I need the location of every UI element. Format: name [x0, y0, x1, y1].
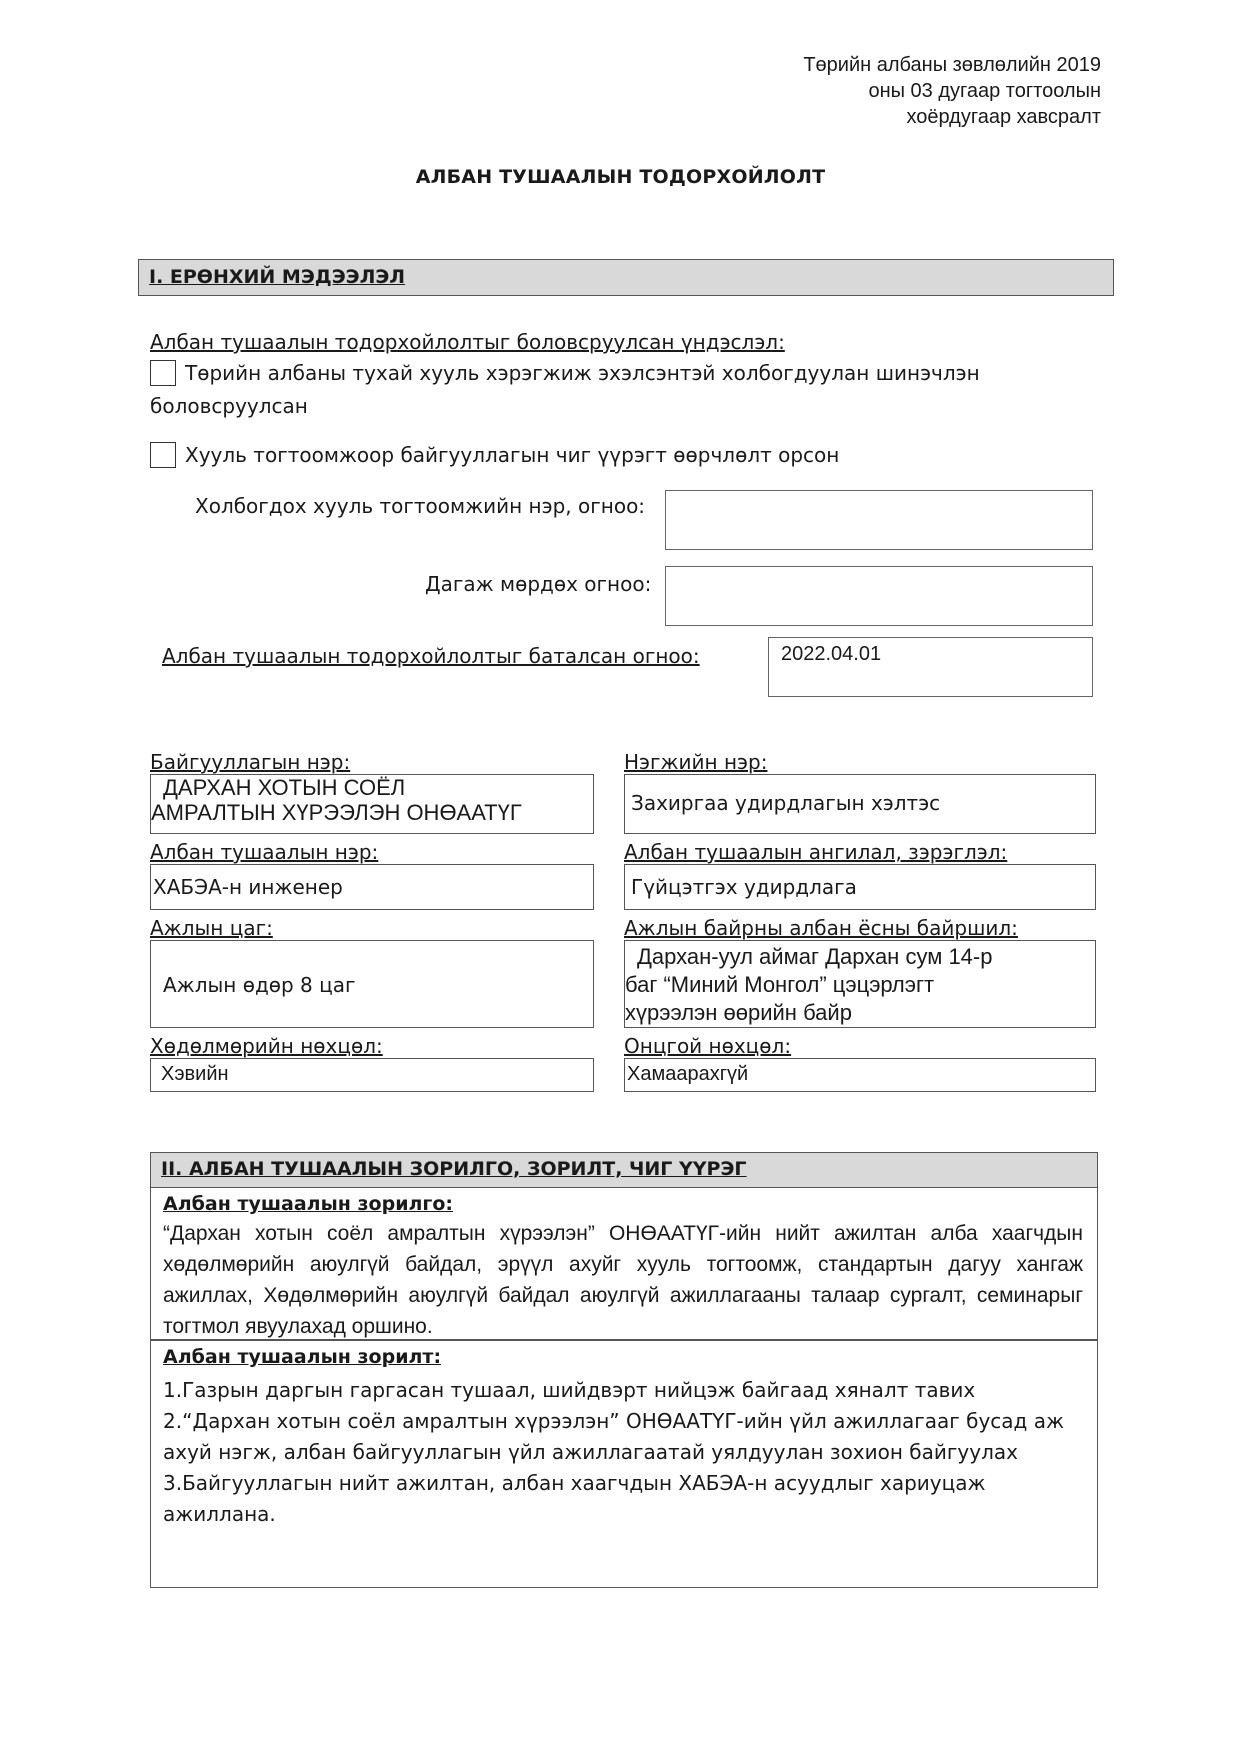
position-name-label: Албан тушаалын нэр:	[150, 840, 379, 864]
position-class-label: Албан тушаалын ангилал, зэрэглэл:	[624, 840, 1008, 864]
objective-3: 3.Байгууллагын нийт ажилтан, албан хаагчдын ХАБЭА-н асуудлыг хариуцаж ажиллана.	[163, 1471, 986, 1526]
work-location-label: Ажлын байрны албан ёсны байршил:	[624, 916, 1018, 940]
document-title: АЛБАН ТУШААЛЫН ТОДОРХОЙЛОЛТ	[415, 166, 826, 188]
position-class-field[interactable]: Гүйцэтгэх удирдлага	[624, 864, 1096, 910]
objectives-label: Албан тушаалын зорилт:	[163, 1346, 442, 1368]
working-hours-field[interactable]: Ажлын өдөр 8 цаг	[150, 940, 594, 1028]
law-field[interactable]	[665, 490, 1093, 550]
annex-line-1: Төрийн албаны зөвлөлийн 2019	[803, 54, 1101, 76]
position-name-field[interactable]: ХАБЭА-н инженер	[150, 864, 594, 910]
section-1-heading: I. ЕРӨНХИЙ МЭДЭЭЛЭЛ	[138, 259, 1114, 296]
purpose-cell	[150, 1188, 1098, 1340]
option-1-checkbox[interactable]	[150, 360, 176, 386]
annex-note	[803, 52, 1101, 130]
work-location-line-3: хүрээлэн өөрийн байр	[625, 1000, 852, 1025]
effective-date-field[interactable]	[665, 566, 1093, 626]
objective-1: 1.Газрын даргын гаргасан тушаал, шийдвэрт нийцэж байгаад хяналт тавих	[163, 1378, 976, 1402]
annex-line-2: оны 03 дугаар тогтоолын	[868, 80, 1101, 102]
work-location-line-2: баг “Миний Монгол” цэцэрлэгт	[625, 972, 935, 997]
law-label: Холбогдох хууль тогтоомжийн нэр, огноо:	[195, 494, 646, 518]
special-conditions-label: Онцгой нөхцөл:	[624, 1034, 792, 1058]
objectives-cell	[150, 1340, 1098, 1588]
work-conditions-label: Хөдөлмөрийн нөхцөл:	[150, 1034, 383, 1058]
section-2-heading: II. АЛБАН ТУШААЛЫН ЗОРИЛГО, ЗОРИЛТ, ЧИГ ҮҮРЭГ	[150, 1152, 1098, 1188]
unit-name-field[interactable]: Захиргаа удирдлагын хэлтэс	[624, 774, 1096, 834]
unit-name-label: Нэгжийн нэр:	[624, 750, 768, 774]
working-hours-label: Ажлын цаг:	[150, 916, 273, 940]
option-2-text: Хууль тогтоомжоор байгууллагын чиг үүрэгт өөрчлөлт орсон	[185, 443, 840, 467]
option-1-text-line-1: Төрийн албаны тухай хууль хэрэгжиж эхэлсэнтэй холбогдуулан шинэчлэн	[185, 361, 980, 385]
option-2-checkbox[interactable]	[150, 442, 176, 468]
org-name-field[interactable]	[150, 774, 594, 834]
basis-label: Албан тушаалын тодорхойлолтыг боловсруулсан үндэслэл:	[150, 330, 785, 354]
org-name-label: Байгууллагын нэр:	[150, 750, 351, 774]
work-conditions-field[interactable]: Хэвийн	[150, 1058, 594, 1092]
annex-line-3: хоёрдугаар хавсралт	[906, 106, 1101, 128]
org-name-line-2: АМРАЛТЫН ХҮРЭЭЛЭН ОНӨААТҮГ	[151, 800, 522, 825]
approved-date-field[interactable]: 2022.04.01	[768, 637, 1093, 697]
work-location-line-1: Дархан-уул аймаг Дархан сум 14-р	[637, 944, 993, 969]
approved-date-label: Албан тушаалын тодорхойлолтыг баталсан огноо:	[162, 644, 700, 668]
special-conditions-field[interactable]: Хамаарахгүй	[624, 1058, 1096, 1092]
objective-2: 2.“Дархан хотын соёл амралтын хүрээлэн” ОНӨААТҮГ-ийн үйл ажиллагааг бусад аж ахуй нэгж, албан байгууллагын үйл ажиллагаатай уялдуулан зохион байгуулах	[163, 1409, 1064, 1464]
work-location-field[interactable]	[624, 940, 1096, 1028]
effective-date-label: Дагаж мөрдөх огноо:	[425, 572, 652, 596]
org-name-line-1: ДАРХАН ХОТЫН СОЁЛ	[163, 775, 406, 800]
option-1-text-line-2: боловсруулсан	[150, 394, 308, 418]
purpose-label: Албан тушаалын зорилго:	[163, 1193, 454, 1215]
purpose-text: “Дархан хотын соёл амралтын хүрээлэн” ОНӨААТҮГ-ийн нийт ажилтан алба хаагчдын хөдөлмөрийн аюулгүй байдал, эрүүл ахуйг хууль тогтоомж, стандартын дагуу хангаж ажиллах, Хөдөлмөрийн аюулгүй байдал аюулгүй ажиллагааны талаар сургалт, семинарыг тогтмол явуулахад оршино.	[163, 1222, 1083, 1338]
